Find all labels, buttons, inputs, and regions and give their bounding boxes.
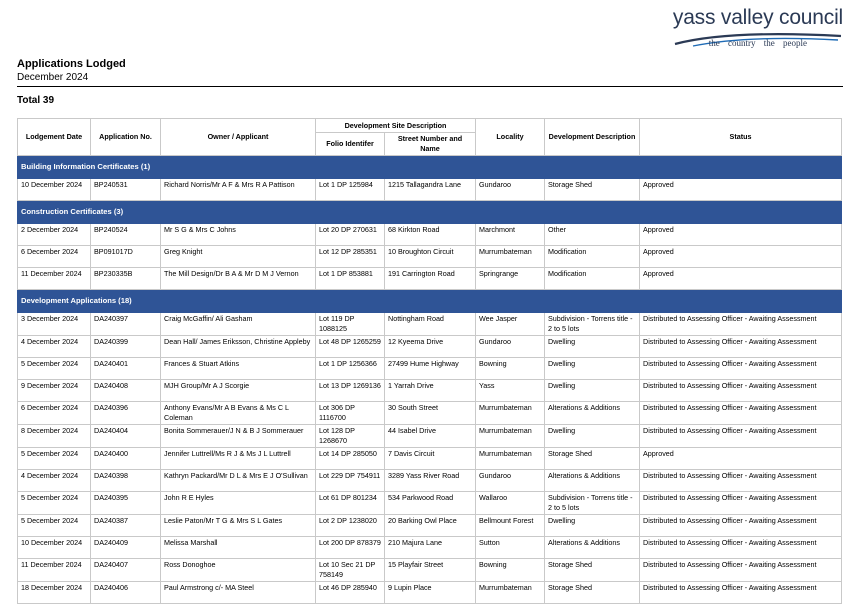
- cell-folio: Lot 14 DP 285050: [316, 448, 385, 470]
- cell-owner: Jennifer Luttrell/Ms R J & Ms J L Luttrell: [161, 448, 316, 470]
- cell-locality: Yass: [476, 380, 545, 402]
- cell-status: Approved: [640, 179, 842, 201]
- cell-description: Modification: [545, 268, 640, 290]
- cell-locality: Wee Jasper: [476, 313, 545, 336]
- cell-status: Distributed to Assessing Officer - Awaiting Assessment: [640, 537, 842, 559]
- cell-folio: Lot 48 DP 1265259: [316, 336, 385, 358]
- cell-status: Distributed to Assessing Officer - Awaiting Assessment: [640, 402, 842, 425]
- report-period: December 2024: [17, 72, 89, 83]
- cell-locality: Bowning: [476, 358, 545, 380]
- header-application-no: Application No.: [91, 119, 161, 156]
- cell-description: Other: [545, 224, 640, 246]
- cell-locality: Gundaroo: [476, 179, 545, 201]
- cell-application-no: DA240400: [91, 448, 161, 470]
- cell-application-no: BP091017D: [91, 246, 161, 268]
- cell-status: Distributed to Assessing Officer - Awaiting Assessment: [640, 313, 842, 336]
- cell-owner: Craig McGaffin/ Ali Gasham: [161, 313, 316, 336]
- cell-description: Alterations & Additions: [545, 537, 640, 559]
- cell-folio: Lot 13 DP 1269136: [316, 380, 385, 402]
- cell-locality: Bellmount Forest: [476, 515, 545, 537]
- cell-status: Approved: [640, 224, 842, 246]
- cell-street: 210 Majura Lane: [385, 537, 476, 559]
- header-divider: [17, 86, 843, 87]
- cell-status: Approved: [640, 448, 842, 470]
- cell-street: 68 Kirkton Road: [385, 224, 476, 246]
- cell-lodgement-date: 9 December 2024: [18, 380, 91, 402]
- header-folio: Folio Identifer: [316, 133, 385, 156]
- cell-owner: Richard Norris/Mr A F & Mrs R A Pattison: [161, 179, 316, 201]
- cell-lodgement-date: 11 December 2024: [18, 268, 91, 290]
- cell-street: 27499 Hume Highway: [385, 358, 476, 380]
- section-header: [18, 201, 842, 224]
- header-owner: Owner / Applicant: [161, 119, 316, 156]
- cell-owner: Melissa Marshall: [161, 537, 316, 559]
- table-row: [18, 448, 842, 470]
- cell-application-no: DA240409: [91, 537, 161, 559]
- cell-application-no: BP240524: [91, 224, 161, 246]
- cell-owner: The Mill Design/Dr B A & Mr D M J Vernon: [161, 268, 316, 290]
- cell-status: Distributed to Assessing Officer - Awaiting Assessment: [640, 515, 842, 537]
- cell-owner: MJH Group/Mr A J Scorgie: [161, 380, 316, 402]
- header-street: Street Number and Name: [385, 133, 476, 156]
- cell-locality: Springrange: [476, 268, 545, 290]
- cell-owner: Ross Donoghoe: [161, 559, 316, 582]
- cell-folio: Lot 1 DP 1256366: [316, 358, 385, 380]
- cell-description: Alterations & Additions: [545, 402, 640, 425]
- table-row: [18, 268, 842, 290]
- cell-street: 10 Broughton Circuit: [385, 246, 476, 268]
- cell-status: Distributed to Assessing Officer - Awaiting Assessment: [640, 492, 842, 515]
- cell-lodgement-date: 11 December 2024: [18, 559, 91, 582]
- header-locality: Locality: [476, 119, 545, 156]
- cell-description: Dwelling: [545, 425, 640, 448]
- cell-application-no: DA240404: [91, 425, 161, 448]
- cell-street: 1215 Tallagandra Lane: [385, 179, 476, 201]
- cell-lodgement-date: 6 December 2024: [18, 246, 91, 268]
- table-row: [18, 425, 842, 448]
- cell-lodgement-date: 10 December 2024: [18, 179, 91, 201]
- header-site-group: Development Site Description: [316, 119, 476, 133]
- cell-application-no: DA240396: [91, 402, 161, 425]
- cell-locality: Wallaroo: [476, 492, 545, 515]
- table-row: [18, 537, 842, 559]
- cell-street: 20 Barking Owl Place: [385, 515, 476, 537]
- cell-locality: Gundaroo: [476, 336, 545, 358]
- cell-status: Distributed to Assessing Officer - Awaiting Assessment: [640, 582, 842, 604]
- cell-lodgement-date: 4 December 2024: [18, 336, 91, 358]
- table-row: [18, 492, 842, 515]
- cell-owner: Greg Knight: [161, 246, 316, 268]
- cell-street: 15 Playfair Street: [385, 559, 476, 582]
- cell-application-no: DA240397: [91, 313, 161, 336]
- cell-status: Distributed to Assessing Officer - Awaiting Assessment: [640, 470, 842, 492]
- table-body: [18, 156, 842, 604]
- cell-locality: Murrumbateman: [476, 246, 545, 268]
- cell-folio: Lot 20 DP 270631: [316, 224, 385, 246]
- cell-lodgement-date: 5 December 2024: [18, 492, 91, 515]
- council-logo: [673, 6, 843, 50]
- cell-locality: Bowning: [476, 559, 545, 582]
- cell-lodgement-date: 5 December 2024: [18, 358, 91, 380]
- cell-lodgement-date: 18 December 2024: [18, 582, 91, 604]
- cell-lodgement-date: 5 December 2024: [18, 515, 91, 537]
- cell-folio: Lot 306 DP 1116700: [316, 402, 385, 425]
- table-row: [18, 559, 842, 582]
- cell-owner: Bonita Sommerauer/J N & B J Sommerauer: [161, 425, 316, 448]
- cell-description: Storage Shed: [545, 582, 640, 604]
- cell-lodgement-date: 8 December 2024: [18, 425, 91, 448]
- cell-application-no: BP230335B: [91, 268, 161, 290]
- cell-folio: Lot 2 DP 1238020: [316, 515, 385, 537]
- cell-locality: Marchmont: [476, 224, 545, 246]
- section-header: [18, 290, 842, 313]
- cell-description: Subdivision - Torrens title - 2 to 5 lots: [545, 492, 640, 515]
- cell-status: Approved: [640, 246, 842, 268]
- table-row: [18, 380, 842, 402]
- cell-description: Dwelling: [545, 336, 640, 358]
- cell-application-no: BP240531: [91, 179, 161, 201]
- cell-owner: Mr S G & Mrs C Johns: [161, 224, 316, 246]
- cell-lodgement-date: 2 December 2024: [18, 224, 91, 246]
- table-row: [18, 402, 842, 425]
- section-header: [18, 156, 842, 179]
- cell-street: Nottingham Road: [385, 313, 476, 336]
- cell-locality: Gundaroo: [476, 470, 545, 492]
- cell-locality: Murrumbateman: [476, 582, 545, 604]
- cell-locality: Murrumbateman: [476, 425, 545, 448]
- table-row: [18, 358, 842, 380]
- cell-status: Distributed to Assessing Officer - Awaiting Assessment: [640, 559, 842, 582]
- section-title: Construction Certificates (3): [18, 201, 842, 224]
- cell-street: 7 Davis Circuit: [385, 448, 476, 470]
- table-row: [18, 179, 842, 201]
- cell-application-no: DA240398: [91, 470, 161, 492]
- cell-folio: Lot 119 DP 1088125: [316, 313, 385, 336]
- cell-application-no: DA240406: [91, 582, 161, 604]
- cell-owner: Anthony Evans/Mr A B Evans & Ms C L Coleman: [161, 402, 316, 425]
- cell-description: Dwelling: [545, 515, 640, 537]
- cell-application-no: DA240387: [91, 515, 161, 537]
- cell-description: Storage Shed: [545, 559, 640, 582]
- logo-tagline: the country the people: [708, 38, 807, 48]
- cell-lodgement-date: 10 December 2024: [18, 537, 91, 559]
- cell-folio: Lot 229 DP 754911: [316, 470, 385, 492]
- cell-locality: Sutton: [476, 537, 545, 559]
- cell-street: 534 Parkwood Road: [385, 492, 476, 515]
- cell-description: Modification: [545, 246, 640, 268]
- cell-folio: Lot 46 DP 285940: [316, 582, 385, 604]
- cell-street: 30 South Street: [385, 402, 476, 425]
- cell-folio: Lot 200 DP 878379: [316, 537, 385, 559]
- cell-owner: Paul Armstrong c/- MA Steel: [161, 582, 316, 604]
- cell-status: Distributed to Assessing Officer - Awaiting Assessment: [640, 358, 842, 380]
- cell-owner: Dean Hall/ James Eriksson, Christine Appleby: [161, 336, 316, 358]
- cell-folio: Lot 1 DP 125984: [316, 179, 385, 201]
- cell-description: Storage Shed: [545, 179, 640, 201]
- cell-lodgement-date: 4 December 2024: [18, 470, 91, 492]
- table-row: [18, 246, 842, 268]
- section-title: Building Information Certificates (1): [18, 156, 842, 179]
- applications-table: [17, 118, 842, 604]
- cell-lodgement-date: 5 December 2024: [18, 448, 91, 470]
- cell-description: Storage Shed: [545, 448, 640, 470]
- cell-street: 44 Isabel Drive: [385, 425, 476, 448]
- cell-street: 9 Lupin Place: [385, 582, 476, 604]
- cell-application-no: DA240401: [91, 358, 161, 380]
- logo-name: yass valley council: [672, 6, 843, 29]
- section-title: Development Applications (18): [18, 290, 842, 313]
- cell-application-no: DA240408: [91, 380, 161, 402]
- cell-street: 191 Carrington Road: [385, 268, 476, 290]
- cell-owner: Frances & Stuart Atkins: [161, 358, 316, 380]
- cell-status: Distributed to Assessing Officer - Awaiting Assessment: [640, 336, 842, 358]
- cell-owner: Leslie Paton/Mr T G & Mrs S L Gates: [161, 515, 316, 537]
- cell-folio: Lot 61 DP 801234: [316, 492, 385, 515]
- header-lodgement-date: Lodgement Date: [18, 119, 91, 156]
- cell-description: Dwelling: [545, 358, 640, 380]
- cell-owner: Kathryn Packard/Mr D L & Mrs E J O'Sullivan: [161, 470, 316, 492]
- cell-application-no: DA240399: [91, 336, 161, 358]
- cell-description: Alterations & Additions: [545, 470, 640, 492]
- total-count: Total 39: [17, 95, 55, 106]
- table-row: [18, 470, 842, 492]
- cell-status: Distributed to Assessing Officer - Awaiting Assessment: [640, 380, 842, 402]
- cell-owner: John R E Hyles: [161, 492, 316, 515]
- header-status: Status: [640, 119, 842, 156]
- cell-locality: Murrumbateman: [476, 402, 545, 425]
- cell-application-no: DA240407: [91, 559, 161, 582]
- cell-status: Distributed to Assessing Officer - Awaiting Assessment: [640, 425, 842, 448]
- cell-street: 1 Yarrah Drive: [385, 380, 476, 402]
- cell-description: Subdivision - Torrens title - 2 to 5 lots: [545, 313, 640, 336]
- table-row: [18, 582, 842, 604]
- cell-application-no: DA240395: [91, 492, 161, 515]
- table-row: [18, 515, 842, 537]
- cell-folio: Lot 128 DP 1268670: [316, 425, 385, 448]
- table-row: [18, 336, 842, 358]
- cell-folio: Lot 12 DP 285351: [316, 246, 385, 268]
- cell-description: Dwelling: [545, 380, 640, 402]
- page-title: Applications Lodged: [17, 58, 126, 70]
- cell-lodgement-date: 3 December 2024: [18, 313, 91, 336]
- table-row: [18, 224, 842, 246]
- cell-locality: Murrumbateman: [476, 448, 545, 470]
- cell-folio: Lot 1 DP 853881: [316, 268, 385, 290]
- table-row: [18, 313, 842, 336]
- cell-street: 12 Kyeema Drive: [385, 336, 476, 358]
- cell-street: 3289 Yass River Road: [385, 470, 476, 492]
- cell-status: Approved: [640, 268, 842, 290]
- cell-folio: Lot 10 Sec 21 DP 758149: [316, 559, 385, 582]
- header-description: Development Description: [545, 119, 640, 156]
- cell-lodgement-date: 6 December 2024: [18, 402, 91, 425]
